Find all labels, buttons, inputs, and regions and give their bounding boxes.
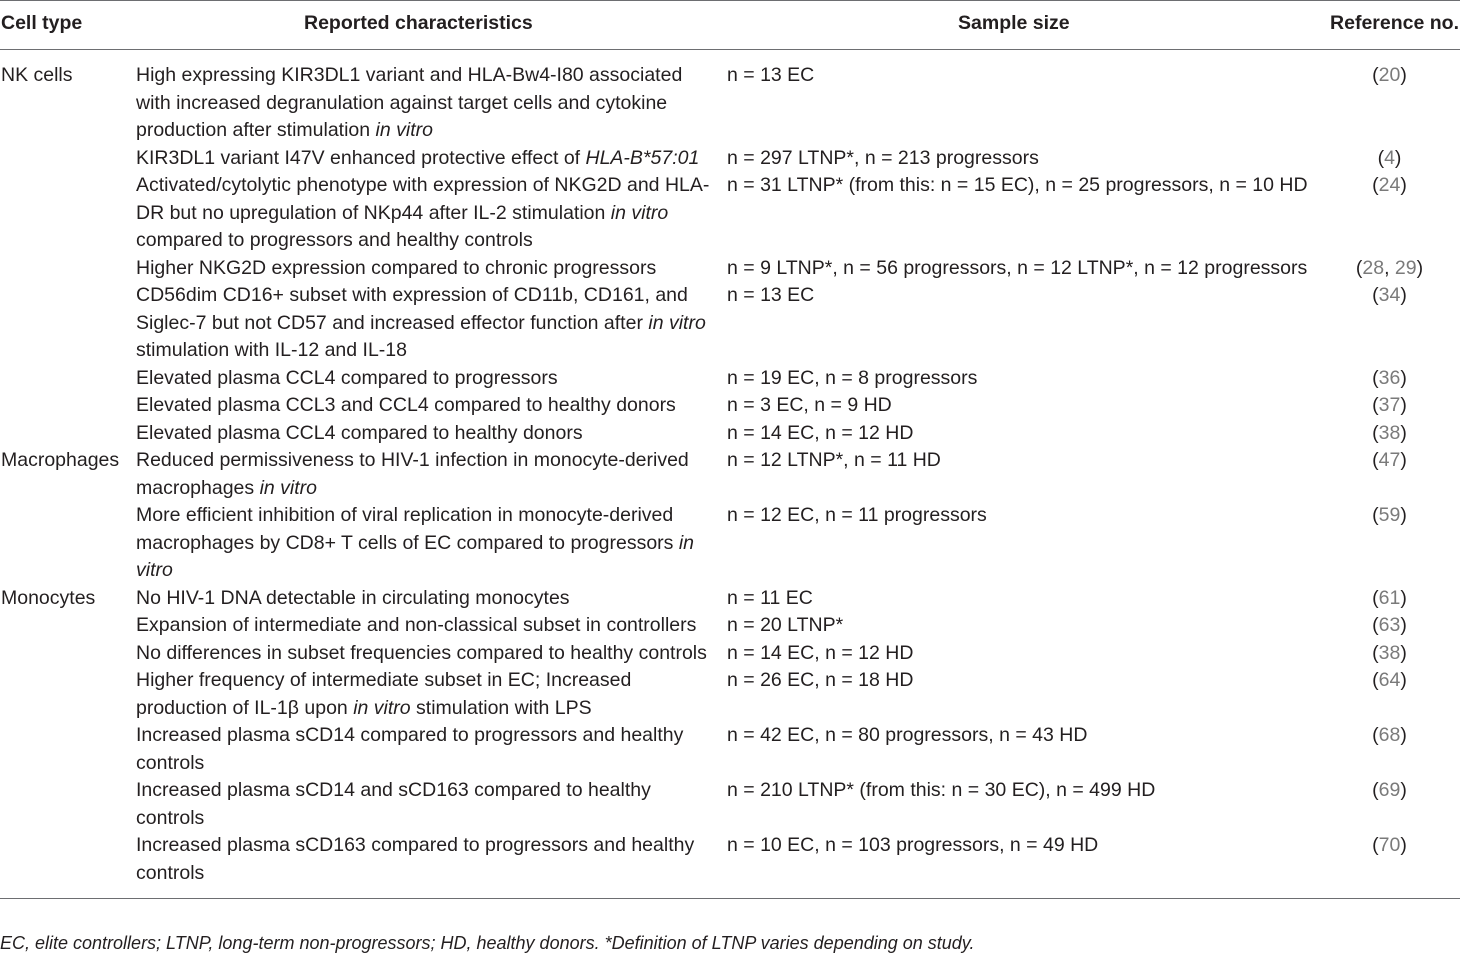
table-row [0, 832, 1460, 899]
cell-type-cell [0, 172, 136, 255]
cell-type-cell [0, 667, 136, 722]
reference-cell: (28, 29) [1355, 256, 1424, 279]
cell-type-cell [0, 255, 136, 283]
text-segment: KIR3DL1 variant I47V enhanced protective effect of [136, 146, 586, 169]
sample-size-cell: n = 13 EC [727, 64, 815, 86]
cell-type-cell [0, 832, 136, 899]
text-segment: stimulation with LPS [410, 696, 592, 719]
italic-text: in vitro [259, 476, 318, 499]
text-segment: CD56dim CD16+ subset with expression of CD11b, CD161, and Siglec-7 but not CD57 and increased effector function after [136, 284, 688, 334]
table-row [0, 502, 1460, 585]
cell-type-cell [0, 365, 136, 393]
sample-size-cell: n = 14 EC, n = 12 HD [727, 641, 914, 664]
italic-text: in vitro [375, 119, 433, 141]
table-row [0, 447, 1460, 502]
reference-link[interactable]: 64 [1378, 669, 1401, 691]
characteristics-cell [136, 722, 727, 777]
header-sample-size: Sample size [727, 1, 1325, 50]
reference-link[interactable]: 24 [1378, 174, 1401, 196]
reference-link[interactable]: 47 [1378, 449, 1401, 471]
reference-cell: (61) [1372, 586, 1407, 609]
characteristics-cell [136, 585, 727, 613]
table-row [0, 722, 1460, 777]
reference-link[interactable]: 68 [1378, 724, 1401, 746]
text-segment: No differences in subset frequencies compared to healthy controls [136, 641, 707, 664]
italic-text: in vitro [353, 696, 411, 719]
characteristics-cell [136, 282, 727, 365]
table-row [0, 145, 1460, 173]
italic-text: in vitro [136, 531, 695, 581]
table-row [0, 282, 1460, 365]
sample-size-cell: n = 297 LTNP*, n = 213 progressors [727, 146, 1039, 169]
cell-type-cell: NK cells [1, 64, 73, 86]
table-row [0, 255, 1460, 283]
characteristics-cell [136, 447, 727, 502]
italic-text: HLA-B*57:01 [585, 146, 700, 169]
text-segment: Elevated plasma CCL4 compared to healthy donors [136, 421, 583, 444]
header-row [0, 1, 1460, 50]
reference-link[interactable]: 61 [1378, 586, 1401, 609]
reference-link[interactable]: 59 [1378, 504, 1401, 526]
text-segment: Reduced permissiveness to HIV-1 infection in monocyte-derived macrophages [136, 449, 689, 499]
text-segment: No HIV-1 DNA detectable in circulating monocytes [136, 586, 570, 609]
italic-text: in vitro [610, 201, 669, 224]
cell-type-cell [0, 392, 136, 420]
reference-cell: (59) [1372, 504, 1407, 526]
sample-size-cell: n = 19 EC, n = 8 progressors [727, 366, 978, 389]
sample-size-cell: n = 20 LTNP* [727, 614, 844, 636]
sample-size-cell: n = 10 EC, n = 103 progressors, n = 49 HD [727, 832, 1325, 899]
cell-type-cell [0, 420, 136, 448]
sample-size-cell: n = 11 EC [727, 586, 813, 609]
text-segment: Activated/cytolytic phenotype with expression of NKG2D and HLA-DR but no upregulation of NKp44 after IL-2 stimulation [136, 174, 710, 224]
reference-link[interactable]: 37 [1378, 394, 1401, 416]
reference-cell: (47) [1372, 449, 1407, 471]
reference-link[interactable]: 29 [1394, 256, 1417, 279]
text-segment: Increased plasma sCD163 compared to progressors and healthy controls [136, 834, 695, 884]
cell-type-cell: Macrophages [1, 449, 120, 471]
table-row [0, 420, 1460, 448]
table-row [0, 50, 1460, 145]
reference-link[interactable]: 34 [1378, 284, 1401, 306]
cell-type-cell [0, 282, 136, 365]
reference-cell: (64) [1372, 669, 1407, 691]
header-cell-type: Cell type [0, 1, 136, 50]
reference-cell: (36) [1372, 366, 1407, 389]
sample-size-cell: n = 31 LTNP* (from this: n = 15 EC), n = 25 progressors, n = 10 HD [727, 174, 1308, 196]
header-characteristics: Reported characteristics [136, 1, 727, 50]
characteristics-cell [136, 832, 727, 899]
characteristics-cell [136, 612, 727, 640]
characteristics-cell [136, 420, 727, 448]
characteristics-cell [136, 50, 727, 145]
characteristics-cell [136, 667, 727, 722]
reference-cell: (69) [1372, 779, 1407, 801]
text-segment: compared to progressors and healthy controls [136, 229, 533, 251]
table-body [0, 50, 1460, 899]
reference-cell: (38) [1372, 421, 1407, 444]
sample-size-cell: n = 42 EC, n = 80 progressors, n = 43 HD [727, 724, 1088, 746]
table-footnote: EC, elite controllers; LTNP, long-term non-progressors; HD, healthy donors. *Definition of LTNP varies depending on study. [0, 933, 975, 953]
header-reference: Reference no. [1325, 1, 1460, 50]
reference-cell: (38) [1372, 641, 1407, 664]
reference-link[interactable]: 70 [1378, 834, 1401, 856]
reference-link[interactable]: 4 [1384, 146, 1395, 169]
sample-size-cell: n = 210 LTNP* (from this: n = 30 EC), n = 499 HD [727, 779, 1156, 801]
text-segment: Elevated plasma CCL4 compared to progressors [136, 366, 558, 389]
sample-size-cell: n = 26 EC, n = 18 HD [727, 669, 914, 691]
sample-size-cell: n = 13 EC [727, 284, 815, 306]
reference-link[interactable]: 20 [1378, 64, 1401, 86]
text-segment: stimulation with IL-12 and IL-18 [136, 339, 407, 361]
reference-cell: (63) [1372, 614, 1407, 636]
text-segment: Expansion of intermediate and non-classical subset in controllers [136, 614, 697, 636]
reference-cell: (68) [1372, 724, 1407, 746]
reference-link[interactable]: 63 [1378, 614, 1401, 636]
table-row [0, 365, 1460, 393]
reference-link[interactable]: 38 [1378, 421, 1401, 444]
table-row [0, 667, 1460, 722]
sample-size-cell: n = 14 EC, n = 12 HD [727, 421, 914, 444]
text-segment: Increased plasma sCD14 compared to progressors and healthy controls [136, 724, 684, 774]
reference-link[interactable]: 28 [1362, 256, 1385, 279]
table-header [0, 1, 1460, 50]
cell-type-cell [0, 502, 136, 585]
cell-type-cell [0, 640, 136, 668]
table-row [0, 392, 1460, 420]
characteristics-cell [136, 777, 727, 832]
characteristics-cell [136, 365, 727, 393]
characteristics-cell [136, 255, 727, 283]
sample-size-cell: n = 9 LTNP*, n = 56 progressors, n = 12 LTNP*, n = 12 progressors [727, 256, 1308, 279]
characteristics-cell [136, 145, 727, 173]
table-row [0, 777, 1460, 832]
reference-cell: (20) [1372, 64, 1407, 86]
cell-type-cell: Monocytes [1, 586, 96, 609]
table-row [0, 172, 1460, 255]
cell-type-cell [0, 722, 136, 777]
sample-size-cell: n = 12 LTNP*, n = 11 HD [727, 449, 941, 471]
table-row [0, 612, 1460, 640]
text-segment: High expressing KIR3DL1 variant and HLA-Bw4-I80 associated with increased degranulation against target cells and cytokine production after stimulation [136, 64, 683, 141]
reference-cell: (24) [1372, 174, 1407, 196]
reference-cell: (34) [1372, 284, 1407, 306]
characteristics-cell [136, 392, 727, 420]
reference-link[interactable]: 38 [1378, 641, 1401, 664]
reference-cell: (37) [1372, 394, 1407, 416]
text-segment: More efficient inhibition of viral replication in monocyte-derived macrophages by CD8+ T cells of EC compared to progressors [136, 504, 679, 554]
sample-size-cell: n = 12 EC, n = 11 progressors [727, 504, 987, 526]
cell-type-cell [0, 145, 136, 173]
text-segment: Higher frequency of intermediate subset in EC; Increased production of IL-1β upon [136, 669, 632, 719]
table-row [0, 640, 1460, 668]
sample-size-cell: n = 3 EC, n = 9 HD [727, 394, 892, 416]
characteristics-cell [136, 172, 727, 255]
text-segment: Increased plasma sCD14 and sCD163 compared to healthy controls [136, 779, 651, 829]
reference-cell: (70) [1325, 832, 1460, 899]
italic-text: in vitro [648, 311, 706, 334]
characteristics-cell [136, 640, 727, 668]
table-row [0, 585, 1460, 613]
text-segment: Elevated plasma CCL3 and CCL4 compared to healthy donors [136, 394, 676, 416]
cell-type-cell [0, 612, 136, 640]
characteristics-cell [136, 502, 727, 585]
reference-link[interactable]: 36 [1378, 366, 1401, 389]
text-segment: Higher NKG2D expression compared to chronic progressors [136, 256, 657, 279]
reference-link[interactable]: 69 [1378, 779, 1401, 801]
cell-type-cell [0, 777, 136, 832]
reference-cell: (4) [1377, 146, 1402, 169]
